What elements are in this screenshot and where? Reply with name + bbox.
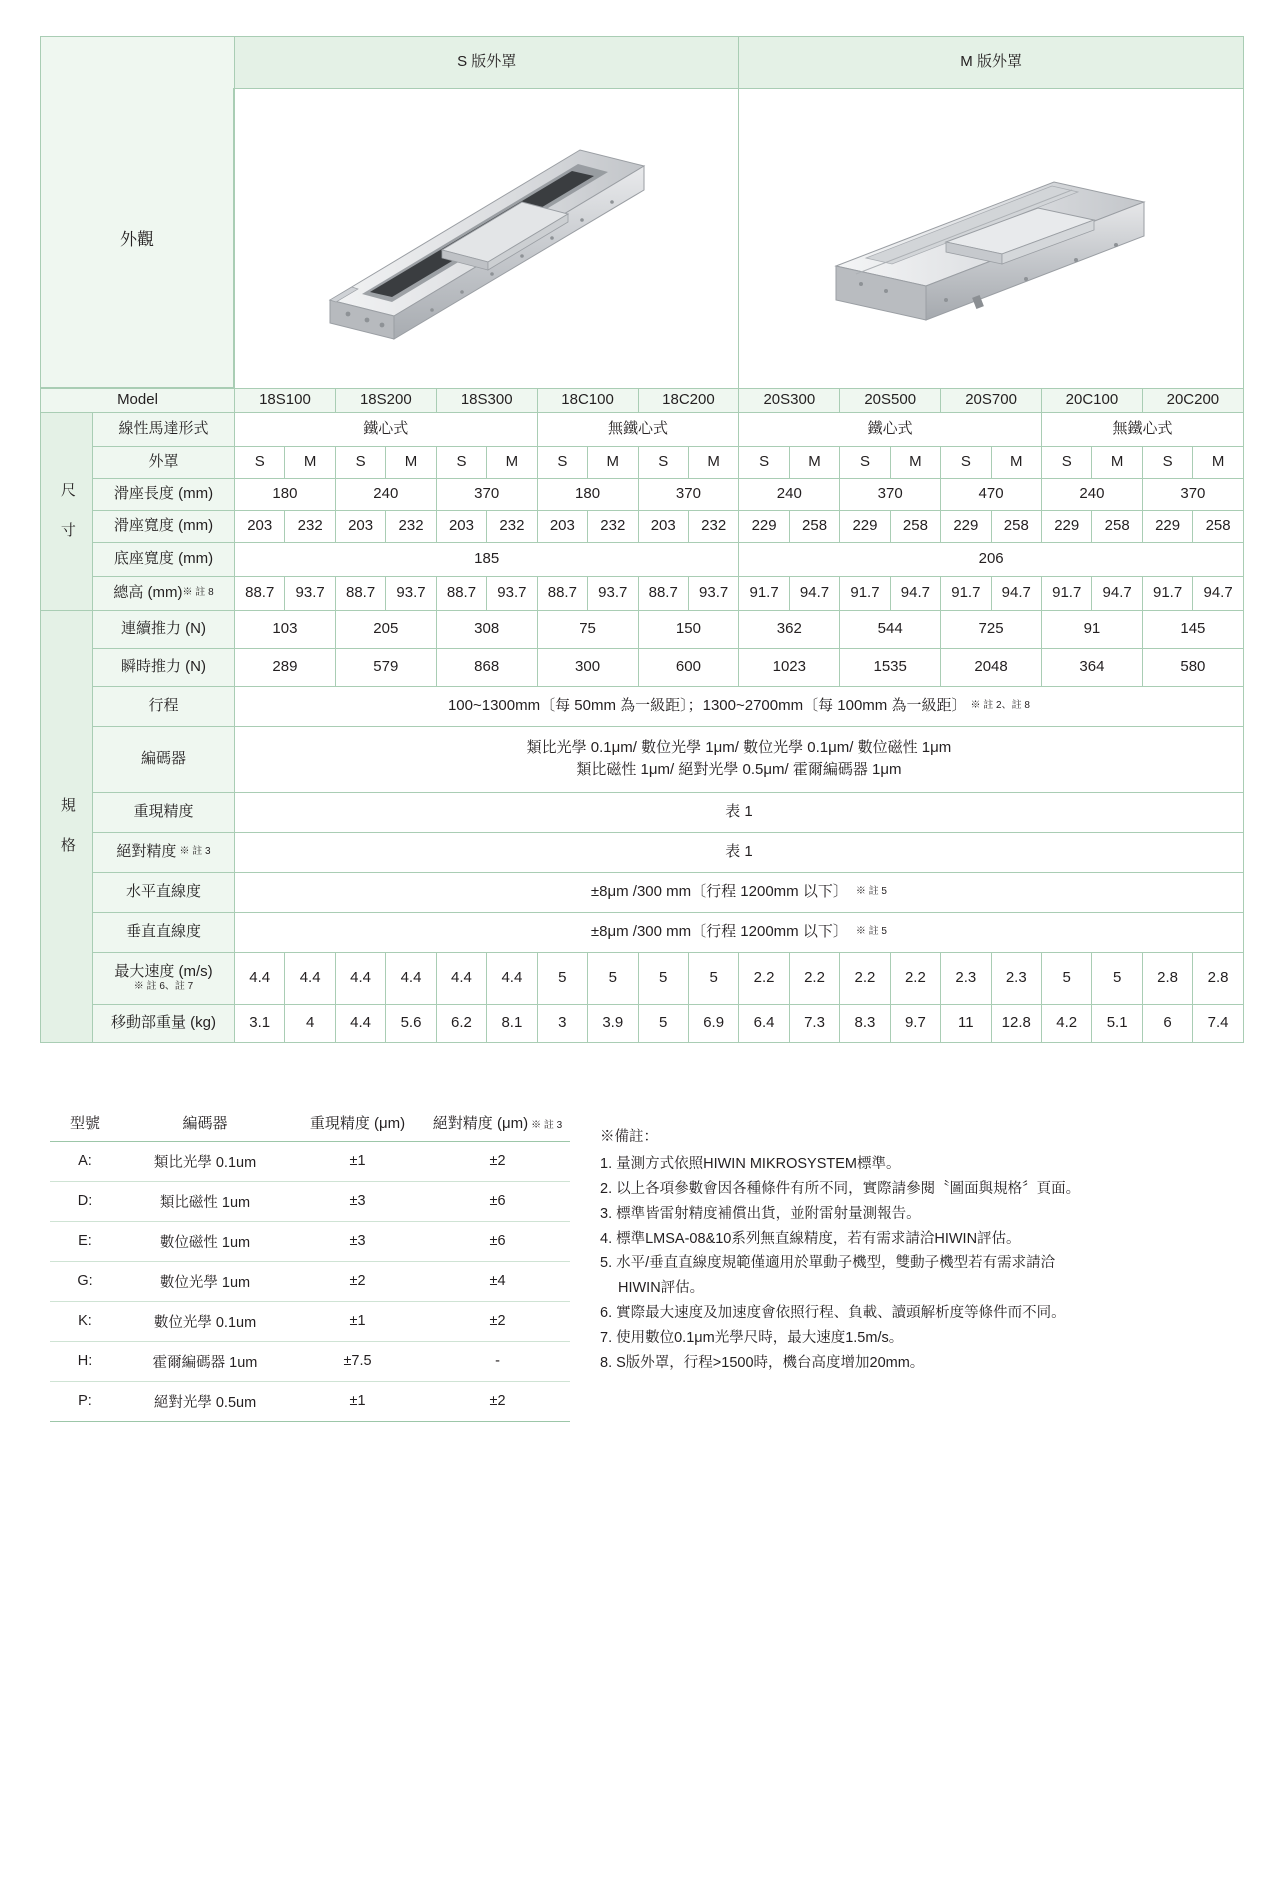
max-speed-9: 5 [638,952,688,1004]
max-speed-15: 2.3 [941,952,991,1004]
slider-width-6: 232 [487,510,537,542]
motor-type-value-4: 無鐵心式 [1042,412,1244,446]
cover-s-4: S [537,446,587,478]
total-height-10: 93.7 [688,576,738,610]
max-speed-2: 4.4 [285,952,335,1004]
table-row [50,1381,570,1421]
cover-m-9: M [1092,446,1142,478]
stroke-value-cell [235,686,1244,726]
max-speed-11: 2.2 [739,952,789,1004]
peak-force-label: 瞬時推力 (N) [93,648,235,686]
model-18S100: 18S100 [235,389,336,413]
table-row [50,1181,570,1221]
slider-width-17: 229 [1042,510,1092,542]
accuracy-value: 表 1 [235,832,1244,872]
cover-s-7: S [840,446,890,478]
moving-mass-15: 11 [941,1004,991,1042]
encoder-label: 編碼器 [93,726,235,792]
enc-name-p: 絕對光學 0.5um [120,1381,290,1421]
encoder-value-cell [235,726,1244,792]
slider-length-3: 370 [436,478,537,510]
slider-width-7: 203 [537,510,587,542]
horizontal-straightness-note: ※ 註 5 [855,885,887,897]
stroke-label: 行程 [93,686,235,726]
base-width-row [41,542,1244,576]
moving-mass-12: 7.3 [789,1004,839,1042]
cover-row [41,446,1244,478]
moving-mass-14: 9.7 [890,1004,940,1042]
max-speed-17: 5 [1042,952,1092,1004]
max-speed-5: 4.4 [436,952,486,1004]
enc-abs-k: ±2 [425,1301,570,1341]
enc-header-repeatability: 重現精度 (μm) [290,1103,425,1142]
enc-abs-h: - [425,1341,570,1381]
slider-width-14: 258 [890,510,940,542]
slider-length-1: 180 [235,478,336,510]
encoder-line-1: 類比光學 0.1μm/ 數位光學 1μm/ 數位光學 0.1μm/ 數位磁性 1μm [526,739,952,756]
side-label-spec-text: 規 格 [58,796,76,856]
cont-force-9: 91 [1042,610,1143,648]
model-20C200: 20C200 [1142,389,1243,413]
total-height-12: 94.7 [789,576,839,610]
total-height-label [93,576,235,610]
max-speed-13: 2.2 [840,952,890,1004]
table-row [50,1261,570,1301]
max-speed-16: 2.3 [991,952,1041,1004]
note-7: 7. 使用數位0.1μm光學尺時，最大速度1.5m/s。 [600,1330,904,1347]
accuracy-label-text: 絕對精度 [116,842,177,860]
enc-rep-e: ±3 [290,1221,425,1261]
enc-rep-h: ±7.5 [290,1341,425,1381]
model-18S200: 18S200 [335,389,436,413]
enc-abs-p: ±2 [425,1381,570,1421]
moving-mass-3: 4.4 [335,1004,385,1042]
enc-rep-d: ±3 [290,1181,425,1221]
horizontal-straightness-value: ±8μm /300 mm〔行程 1200mm 以下〕 [590,882,848,900]
peak-force-9: 364 [1042,648,1143,686]
encoder-table-header-row [50,1103,570,1142]
slider-width-5: 203 [436,510,486,542]
enc-name-d: 類比磁性 1um [120,1181,290,1221]
horizontal-straightness-cell [235,872,1244,912]
horizontal-straightness-label: 水平直線度 [93,872,235,912]
max-speed-19: 2.8 [1142,952,1192,1004]
model-18S300: 18S300 [436,389,537,413]
slider-length-6: 240 [739,478,840,510]
enc-rep-a: ±1 [290,1141,425,1181]
max-speed-row [41,952,1244,1004]
stroke-value: 100~1300mm〔每 50mm 為一級距〕；1300~2700mm〔每 100mm 為一級距〕 [447,696,967,714]
linear-stage-s-illustration [322,124,652,354]
repeatability-label: 重現精度 [93,792,235,832]
enc-header-accuracy [425,1103,570,1142]
moving-mass-row [41,1004,1244,1042]
cover-m-10: M [1193,446,1244,478]
encoder-row [41,726,1244,792]
cont-force-10: 145 [1142,610,1243,648]
enc-code-e: E: [50,1221,120,1261]
moving-mass-17: 4.2 [1042,1004,1092,1042]
enc-code-g: G: [50,1261,120,1301]
bottom-section [40,1103,1243,1422]
cont-force-1: 103 [235,610,336,648]
slider-width-8: 232 [588,510,638,542]
moving-mass-1: 3.1 [235,1004,285,1042]
slider-width-19: 229 [1142,510,1192,542]
slider-width-15: 229 [941,510,991,542]
max-speed-6: 4.4 [487,952,537,1004]
moving-mass-6: 8.1 [487,1004,537,1042]
model-20C100: 20C100 [1042,389,1143,413]
enc-abs-d: ±6 [425,1181,570,1221]
enc-header-encoder: 編碼器 [120,1103,290,1142]
total-height-8: 93.7 [588,576,638,610]
max-speed-label-text: 最大速度 (m/s) [114,962,213,980]
slider-width-16: 258 [991,510,1041,542]
stroke-note: ※ 註 2、註 8 [970,699,1030,711]
total-height-13: 91.7 [840,576,890,610]
enc-header-accuracy-note: ※ 註 3 [531,1120,563,1132]
enc-abs-g: ±4 [425,1261,570,1301]
moving-mass-13: 8.3 [840,1004,890,1042]
slider-length-7: 370 [840,478,941,510]
max-speed-12: 2.2 [789,952,839,1004]
max-speed-label [93,952,235,1004]
max-speed-note: ※ 註 6、註 7 [133,981,194,993]
motor-type-value-1: 鐵心式 [235,412,538,446]
slider-length-10: 370 [1142,478,1243,510]
total-height-15: 91.7 [941,576,991,610]
max-speed-1: 4.4 [235,952,285,1004]
cover-m-7: M [890,446,940,478]
cover-s-5: S [638,446,688,478]
side-label-dimension [41,412,93,610]
slider-length-2: 240 [335,478,436,510]
enc-name-k: 數位光學 0.1um [120,1301,290,1341]
cover-m-2: M [386,446,436,478]
model-label: Model [41,389,235,413]
repeatability-row [41,792,1244,832]
enc-rep-p: ±1 [290,1381,425,1421]
cover-s-3: S [436,446,486,478]
table-row [50,1221,570,1261]
peak-force-8: 2048 [941,648,1042,686]
slider-width-4: 232 [386,510,436,542]
cont-force-2: 205 [335,610,436,648]
peak-force-6: 1023 [739,648,840,686]
slider-width-2: 232 [285,510,335,542]
total-height-16: 94.7 [991,576,1041,610]
table-row [50,1141,570,1181]
accuracy-label [93,832,235,872]
slider-length-label: 滑座長度 (mm) [93,478,235,510]
table-row [50,1301,570,1341]
model-row [41,389,1244,413]
motor-type-value-2: 無鐵心式 [537,412,739,446]
vertical-straightness-note: ※ 註 5 [855,925,887,937]
slider-width-label: 滑座寬度 (mm) [93,510,235,542]
moving-mass-7: 3 [537,1004,587,1042]
slider-length-9: 240 [1042,478,1143,510]
moving-mass-11: 6.4 [739,1004,789,1042]
vertical-straightness-row [41,912,1244,952]
model-20S500: 20S500 [840,389,941,413]
total-height-3: 88.7 [335,576,385,610]
moving-mass-label: 移動部重量 (kg) [93,1004,235,1042]
enc-header-code: 型號 [50,1103,120,1142]
cover-s-1: S [235,446,285,478]
enc-header-accuracy-text: 絕對精度 (μm) [432,1114,529,1132]
note-5-cont: HIWIN評估。 [618,1280,705,1297]
total-height-5: 88.7 [436,576,486,610]
slider-width-10: 232 [688,510,738,542]
slider-width-12: 258 [789,510,839,542]
total-height-2: 93.7 [285,576,335,610]
slider-width-18: 258 [1092,510,1142,542]
side-label-dimension-text: 尺 寸 [58,481,76,541]
appearance-image-s [235,89,739,389]
cover-m-6: M [789,446,839,478]
appearance-image-m [739,89,1244,389]
moving-mass-4: 5.6 [386,1004,436,1042]
appearance-label [40,88,234,388]
cover-m-4: M [588,446,638,478]
moving-mass-9: 5 [638,1004,688,1042]
stroke-row [41,686,1244,726]
cover-s-2: S [335,446,385,478]
cont-force-3: 308 [436,610,537,648]
enc-code-a: A: [50,1141,120,1181]
total-height-18: 94.7 [1092,576,1142,610]
cont-force-row [41,610,1244,648]
total-height-17: 91.7 [1042,576,1092,610]
max-speed-18: 5 [1092,952,1142,1004]
enc-rep-k: ±1 [290,1301,425,1341]
total-height-label-text: 總高 (mm) [113,583,183,601]
peak-force-3: 868 [436,648,537,686]
peak-force-row [41,648,1244,686]
total-height-note: ※ 註 8 [182,586,214,598]
cover-m-3: M [487,446,537,478]
moving-mass-19: 6 [1142,1004,1192,1042]
moving-mass-2: 4 [285,1004,335,1042]
slider-length-4: 180 [537,478,638,510]
enc-code-p: P: [50,1381,120,1421]
enc-abs-a: ±2 [425,1141,570,1181]
max-speed-3: 4.4 [335,952,385,1004]
moving-mass-20: 7.4 [1193,1004,1244,1042]
cover-header-row [41,37,1244,89]
cont-force-label: 連續推力 (N) [93,610,235,648]
base-width-1: 185 [235,542,739,576]
slider-width-20: 258 [1193,510,1244,542]
cover-header-m: M 版外罩 [739,37,1244,89]
cont-force-6: 362 [739,610,840,648]
note-2: 2. 以上各項參數會因各種條件有所不同，實際請參閱〝圖面與規格〞頁面。 [600,1180,1081,1197]
table-row [50,1341,570,1381]
cover-s-6: S [739,446,789,478]
enc-name-e: 數位磁性 1um [120,1221,290,1261]
note-1: 1. 量測方式依照HIWIN MIKROSYSTEM標準。 [600,1155,901,1172]
slider-width-row [41,510,1244,542]
slider-width-3: 203 [335,510,385,542]
total-height-14: 94.7 [890,576,940,610]
total-height-row [41,576,1244,610]
enc-name-h: 霍爾編碼器 1um [120,1341,290,1381]
max-speed-10: 5 [688,952,738,1004]
cover-s-10: S [1142,446,1192,478]
motor-type-label: 線性馬達形式 [93,412,235,446]
cover-m-1: M [285,446,335,478]
moving-mass-8: 3.9 [588,1004,638,1042]
note-6: 6. 實際最大速度及加速度會依照行程、負載、讀頭解析度等條件而不同。 [600,1305,1066,1322]
horizontal-straightness-row [41,872,1244,912]
slider-width-9: 203 [638,510,688,542]
total-height-20: 94.7 [1193,576,1244,610]
cover-s-9: S [1042,446,1092,478]
base-width-label: 底座寬度 (mm) [93,542,235,576]
enc-code-d: D: [50,1181,120,1221]
note-3: 3. 標準皆雷射精度補償出貨，並附雷射量測報告。 [600,1205,921,1222]
peak-force-7: 1535 [840,648,941,686]
enc-abs-e: ±6 [425,1221,570,1261]
motor-type-value-3: 鐵心式 [739,412,1042,446]
appearance-label-text: 外觀 [120,230,154,249]
accuracy-row [41,832,1244,872]
total-height-11: 91.7 [739,576,789,610]
enc-code-h: H: [50,1341,120,1381]
moving-mass-10: 6.9 [688,1004,738,1042]
vertical-straightness-cell [235,912,1244,952]
moving-mass-5: 6.2 [436,1004,486,1042]
linear-stage-m-illustration [826,124,1156,354]
max-speed-20: 2.8 [1193,952,1244,1004]
max-speed-7: 5 [537,952,587,1004]
total-height-1: 88.7 [235,576,285,610]
slider-length-row [41,478,1244,510]
cover-m-8: M [991,446,1041,478]
note-8: 8. S版外罩，行程>1500時，機台高度增加20mm。 [600,1355,925,1372]
model-20S300: 20S300 [739,389,840,413]
total-height-9: 88.7 [638,576,688,610]
cont-force-8: 725 [941,610,1042,648]
moving-mass-18: 5.1 [1092,1004,1142,1042]
accuracy-note: ※ 註 3 [179,845,211,857]
model-18C200: 18C200 [638,389,739,413]
enc-rep-g: ±2 [290,1261,425,1301]
enc-name-a: 類比光學 0.1um [120,1141,290,1181]
max-speed-4: 4.4 [386,952,436,1004]
cont-force-7: 544 [840,610,941,648]
slider-length-5: 370 [638,478,739,510]
slider-length-8: 470 [941,478,1042,510]
cover-header-s: S 版外罩 [235,37,739,89]
slider-width-11: 229 [739,510,789,542]
side-label-spec [41,610,93,1042]
note-5: 5. 水平/垂直直線度規範僅適用於單動子機型，雙動子機型若有需求請洽 [600,1255,1056,1272]
notes-title: ※備註： [600,1128,658,1145]
cont-force-5: 150 [638,610,739,648]
total-height-7: 88.7 [537,576,587,610]
total-height-19: 91.7 [1142,576,1192,610]
max-speed-8: 5 [588,952,638,1004]
repeatability-value: 表 1 [235,792,1244,832]
encoder-line-2: 類比磁性 1μm/ 絕對光學 0.5μm/ 霍爾編碼器 1μm [576,760,902,778]
total-height-6: 93.7 [487,576,537,610]
cover-label: 外罩 [93,446,235,478]
moving-mass-16: 12.8 [991,1004,1041,1042]
encoder-accuracy-table [50,1103,570,1422]
peak-force-1: 289 [235,648,336,686]
enc-code-k: K: [50,1301,120,1341]
cont-force-4: 75 [537,610,638,648]
notes-block [600,1103,1080,1376]
note-4: 4. 標準LMSA-08&10系列無直線精度，若有需求請洽HIWIN評估。 [600,1230,1021,1247]
vertical-straightness-label: 垂直直線度 [93,912,235,952]
slider-width-1: 203 [235,510,285,542]
enc-name-g: 數位光學 1um [120,1261,290,1301]
base-width-2: 206 [739,542,1244,576]
slider-width-13: 229 [840,510,890,542]
model-20S700: 20S700 [941,389,1042,413]
peak-force-4: 300 [537,648,638,686]
vertical-straightness-value: ±8μm /300 mm〔行程 1200mm 以下〕 [590,922,848,940]
total-height-4: 93.7 [386,576,436,610]
motor-type-row [41,412,1244,446]
cover-m-5: M [688,446,738,478]
max-speed-14: 2.2 [890,952,940,1004]
peak-force-5: 600 [638,648,739,686]
cover-s-8: S [941,446,991,478]
peak-force-2: 579 [335,648,436,686]
peak-force-10: 580 [1142,648,1243,686]
model-18C100: 18C100 [537,389,638,413]
